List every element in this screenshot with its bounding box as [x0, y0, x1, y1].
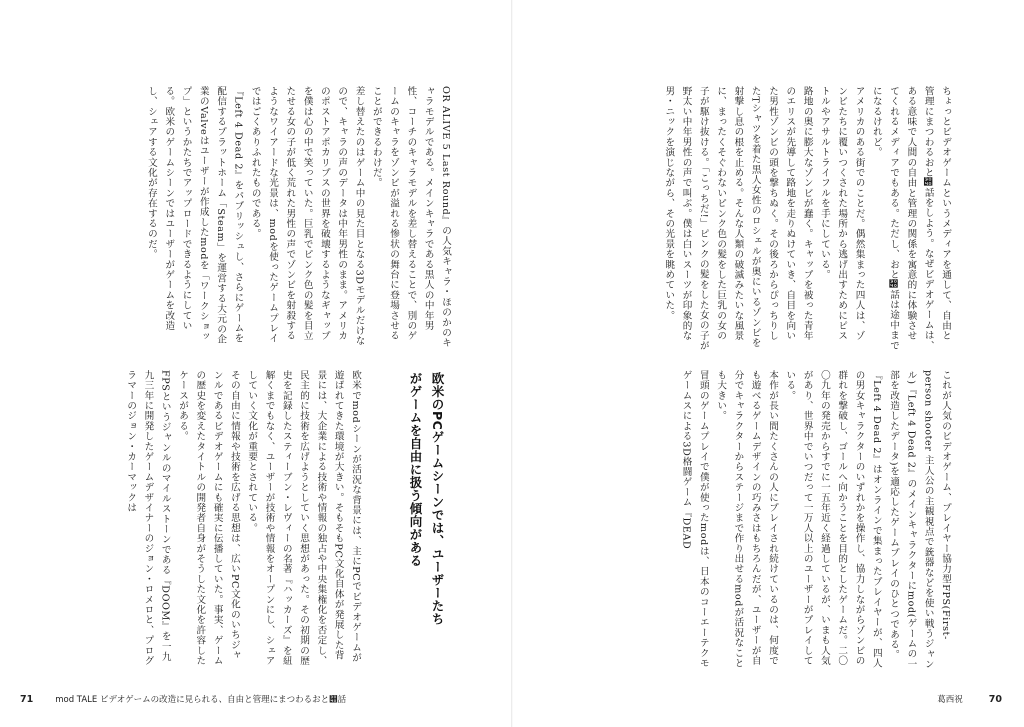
- right-page-footer: [937, 693, 1002, 707]
- paragraph: 『Left 4 Dead 2』はオンラインで集まったプレイヤーが、四人の男女キャラクターのいずれかを操作し、協力しながらゾンビの群れを撃破し、ゴールへ向かうことを目的としたゲームだ。二〇〇九年の発売からすでに一五年近く経過しているが、いまも人気があり、世界中でいつだって一万人以上のユーザーがプレイしている。: [784, 370, 882, 669]
- paragraph: 『Left 4 Dead 2』をパブリッシュし、さらにゲームを配信するプラットホーム「Steam」を運営する大元の企業のValveはユーザーが作成したmodを「ワークショップ」というかたちでアップロードできるようにしている。欧米のゲームシーンではユーザーがゲームを改造し、シェアする文化が存在するのだ。: [145, 86, 244, 345]
- author-name: 葛西祝: [937, 695, 963, 705]
- paragraph: その自由に情報や技術を広げる思想は、広いPC文化のいちジャンルであるビデオゲームにも確実に伝播していた。事実、ゲームの歴史を変えたタイトルの開発者自身がそうした文化を許容したケースがある。: [177, 370, 240, 666]
- paragraph: 欧米でmodシーンが活況な背景には、主にPCでビデオゲームが遊ばれてきた環境が大きい。そもそもPC文化自体が発展した背景には、大企業による技術や情報の独占や中央集権化を否定し、民主的に技術を広げようとしていく思想があった。その初期の歴史を記録したスティーブン・レヴィーの名著『ハッカーズ』を紐解くまでもなく、ユーザーが技術や情報をオープンにし、シェアしていく文化が重要とされている。: [246, 370, 361, 666]
- left-page-top-column: [64, 86, 454, 351]
- right-page-bottom-column: [524, 370, 954, 670]
- left-page-bottom-column: [64, 370, 364, 670]
- paragraph: ちょっとビデオゲームというメディアを通して、自由と管理にまつわるおと぀話をしよう。なぜビデオゲームは、ある意味で人間の自由と管理の関係を寓意的に体験させてくれるメディアでもある。ただし、おと぀話は途中までになるけれど。: [870, 86, 951, 351]
- paragraph: 本作が長い間たくさんの人にプレイされ続けているのは、何度でも遊べるゲームデザインの巧みさはもちろんだが、ユーザーが自分でキャラクターからステージまで作り出せるmodが活況なことも大きい。: [715, 370, 779, 669]
- paragraph: OR ALIVE 5 Last Round』の人気キャラ・ほのかのキャラモデルである。メインキャラである黒人の中年男性、コーチのキャラモデルを差し替えることで、別のゲームのキャラをゾンビが溢れる惨状の舞台に登場させることができるわけだ。: [370, 86, 451, 348]
- running-title: mod TALE ビデオゲームの改造に見られる、自由と管理にまつわるおと぀話: [55, 695, 347, 705]
- section-headline: 欧米のPCゲームシーンでは、ユーザーたちがゲームを自由に扱う傾向がある: [408, 372, 445, 626]
- page-number: 71: [20, 694, 34, 705]
- paragraph: 差し替えたのはゲーム中の見た目となる3Dモデルだけなので、キャラの声のデータは中年男性のまま。アメリカのポストアポカリプスの世界を破壊するようなギャップを僕は心の中で笑っていた。巨乳でピンク色の髪を目立たせる女の子が低く荒れた男性の声でゾンビを射殺するようなワイアードな光景は、modを使ったゲームプレイではごくありふれたものである。: [249, 86, 365, 346]
- paragraph: FPSというジャンルのマイルストーンである『DOOM』を一九九三年に開発したゲームデザイナーのジョン・ロメロと、プログラマーのジョン・カーマックは: [125, 370, 171, 666]
- left-page-footer: [20, 693, 346, 707]
- right-page-top-column: [524, 86, 954, 351]
- paragraph: アメリカのある街でのことだ。偶然集まった四人は、ゾンビたちに覆いつくされた場所から逃げ出すためにピストルやアサルトライフルを手にしている。: [818, 86, 865, 341]
- gutter: [511, 0, 513, 727]
- page-number: 70: [988, 694, 1002, 705]
- paragraph: これが人気のビデオゲーム、プレイヤー協力型FPS(First-person shooter 主人公の主観視点で銃器などを使い戦うジャンル)『Left 4 Dead 2』のメインキャラクターにmod(ゲームの一部を改造したデータ)を適応したゲームプレイのひとつである。: [888, 370, 951, 670]
- paragraph: 冒頭のゲームプレイで僕が使ったmodは、日本のコーエーテクモゲームスによる3D格闘ゲーム『DEAD: [680, 370, 709, 669]
- paragraph: 路地の奥に膨大なゾンビが蠢く。キャップを被った青年のエリスが先導して路地を走りぬけていき、自目を向いた男性ゾンビの頭を撃ちぬく。その後ろからぴっちりしたTシャツを着た黒人女性のロシェルが奥にいるゾンビを射撃し息の根を止める。そんな人類の破滅みたいな風景に、まったくそぐわないピンク色の髪をした巨乳の女の子が駆け抜ける。「こっちだ!」ピンクの髪をした女の子が野太い中年男性の声で叫ぶ。僕は白いスーツが印象的な男・ニックを演じながら、その光景を眺めていた。: [663, 86, 813, 351]
